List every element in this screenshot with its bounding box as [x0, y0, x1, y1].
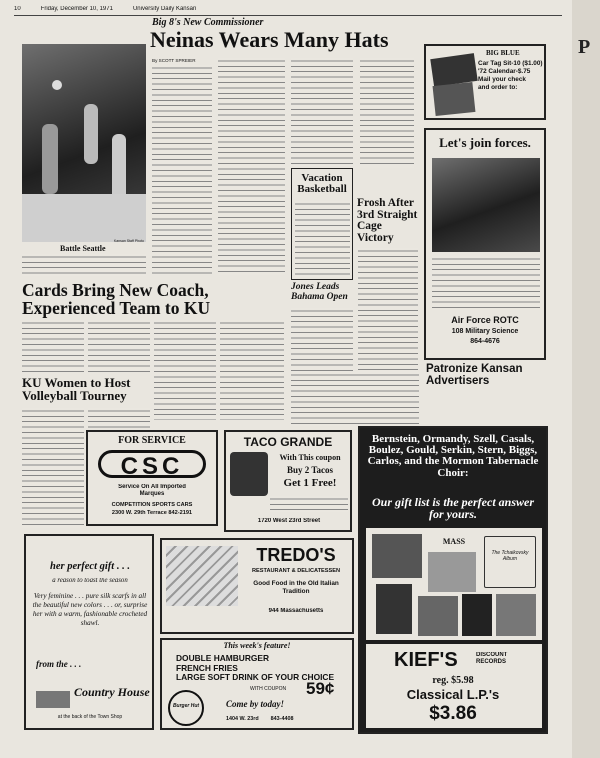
burger-items: DOUBLE HAMBURGER FRENCH FRIES LARGE SOFT DRINK OF YOUR CHOICE [176, 654, 335, 683]
burger-address: 1404 W. 23rd 843-4408 [226, 716, 294, 722]
perfect-gift-ad [24, 534, 154, 730]
vacation-box [291, 168, 353, 280]
perfect-shop: Country House [74, 685, 150, 699]
calendar-image [433, 82, 476, 116]
cards-col3 [154, 320, 216, 420]
big8-kicker: Big 8's New Commissioner [152, 17, 264, 28]
tredos-type: RESTAURANT & DELICATESSEN [251, 568, 341, 574]
kiefs-reg: reg. $5.98 [432, 675, 474, 686]
cards-headline: Cards Bring New Coach, Experienced Team to KU [22, 280, 211, 318]
taco-coupon-text [270, 496, 348, 512]
big8-col2 [218, 58, 285, 275]
women-headline: KU Women to Host Volleyball Tourney [22, 375, 131, 404]
csc-address: 2300 W. 29th Terrace 842-2191 [111, 510, 193, 516]
perfect-title: her perfect gift . . . [50, 561, 130, 572]
photo-caption [22, 254, 146, 276]
kiefs-headline: Bernstein, Ormandy, Szell, Casals, Boulez, Gould, Serkin, Stern, Biggs, Carlos, and the Mormon Tabernacle Choir: [367, 433, 539, 479]
right-story-text [291, 372, 419, 426]
tredos-address: 944 Massachusetts [268, 608, 324, 614]
taco-address: 1720 West 23rd Street [257, 518, 321, 524]
csc-shop: COMPETITION SPORTS CARS [111, 502, 193, 508]
taco-free: Get 1 Free! [283, 477, 337, 489]
vacation-schedule [295, 201, 350, 277]
edge-letter: P [578, 36, 591, 58]
kiefs-name: KIEF'S [394, 649, 458, 671]
airforce-phone: 864-4676 [470, 338, 500, 345]
kiefs-classic: Classical L.P.'s [406, 687, 500, 702]
kiefs-ad [358, 426, 548, 734]
big8-col4 [360, 58, 414, 168]
taco-offer: With This coupon [279, 453, 341, 462]
tredos-ad [160, 538, 354, 634]
cards-col4 [220, 320, 284, 420]
perfect-from: from the . . . [36, 659, 82, 669]
bigblue-title: BIG BLUE [486, 49, 520, 57]
bigblue-items: Car Tag Sit-10 ($1.00) '72 Calendar-$.75 Mail your check and order to: [478, 60, 543, 91]
perfect-line2: Very feminine . . . pure silk scarfs in all the beautiful new colors . . . or, surprise her with a warm, fashionable crocheted shawl. [32, 592, 148, 627]
jones-headline: Jones Leads Bahama Open [291, 282, 348, 302]
perfect-line1: a reason to toast the season [52, 578, 128, 584]
burger-top: This week's feature! [223, 641, 291, 650]
tredos-illustration [166, 546, 238, 606]
kiefs-tag: DISCOUNT RECORDS [476, 652, 508, 665]
airforce-text [432, 256, 540, 310]
burger-come: Come by today! [226, 699, 284, 709]
women-col2 [88, 408, 150, 428]
kiefs-gift: Our gift list is the perfect answer for yours. [371, 495, 534, 522]
album-tchaikovsky: The Tchaikovsky Album [491, 550, 529, 562]
airforce-photo [432, 158, 540, 252]
basketball-photo [22, 44, 146, 242]
rule [14, 15, 562, 16]
burger-hut-logo: Burger Hut [168, 690, 204, 726]
photo-credit: Kansan Staff Photo [113, 239, 144, 243]
cards-col2 [88, 320, 150, 372]
tredos-food: Good Food in the Old Italian Tradition [253, 580, 339, 595]
women-col1 [22, 408, 84, 528]
burger-price: 59¢ [306, 679, 335, 698]
photo-caption-title: Battle Seattle [60, 244, 106, 253]
patronize-heading: Patronize Kansan Advertisers [426, 363, 523, 387]
kiefs-price-panel [366, 644, 542, 728]
airforce-address: 108 Military Science [451, 328, 519, 335]
big8-col3 [291, 58, 353, 166]
vacation-headline: Vacation Basketball [297, 172, 347, 196]
frosh-headline: Frosh After 3rd Straight Cage Victory [357, 197, 418, 245]
folio: 10 Friday, December 10, 1971 University Daily Kansan [14, 6, 197, 12]
tredos-name: TREDO'S [256, 545, 336, 565]
big8-headline: Neinas Wears Many Hats [150, 27, 389, 52]
taco-logo [230, 452, 268, 496]
burger-coupon: WITH COUPON [250, 686, 287, 692]
album-mass: MASS [442, 537, 466, 546]
house-drawing [36, 680, 70, 708]
kiefs-price: $3.86 [429, 703, 477, 724]
csc-ad [86, 430, 218, 526]
big8-col1 [152, 65, 212, 275]
taco-name: TACO GRANDE [243, 435, 333, 449]
adjacent-page-edge [572, 0, 600, 758]
csc-logo: CSC [98, 450, 206, 478]
bigblue-ad [424, 44, 546, 120]
airforce-headline: Let's join forces. [439, 135, 531, 150]
cards-col1 [22, 320, 84, 372]
airforce-ad [424, 128, 546, 360]
airforce-org: Air Force ROTC [451, 315, 519, 325]
taco-deal: Buy 2 Tacos [286, 465, 334, 475]
csc-heading: FOR SERVICE [118, 435, 186, 446]
burger-ad [160, 638, 354, 730]
perfect-at: at the back of the Town Shop [57, 714, 123, 720]
csc-service: Service On All Imported Marques [118, 484, 186, 497]
big8-byline: By SCOTT SPREIER [152, 58, 196, 63]
album-collage [366, 528, 542, 640]
taco-ad [224, 430, 352, 532]
